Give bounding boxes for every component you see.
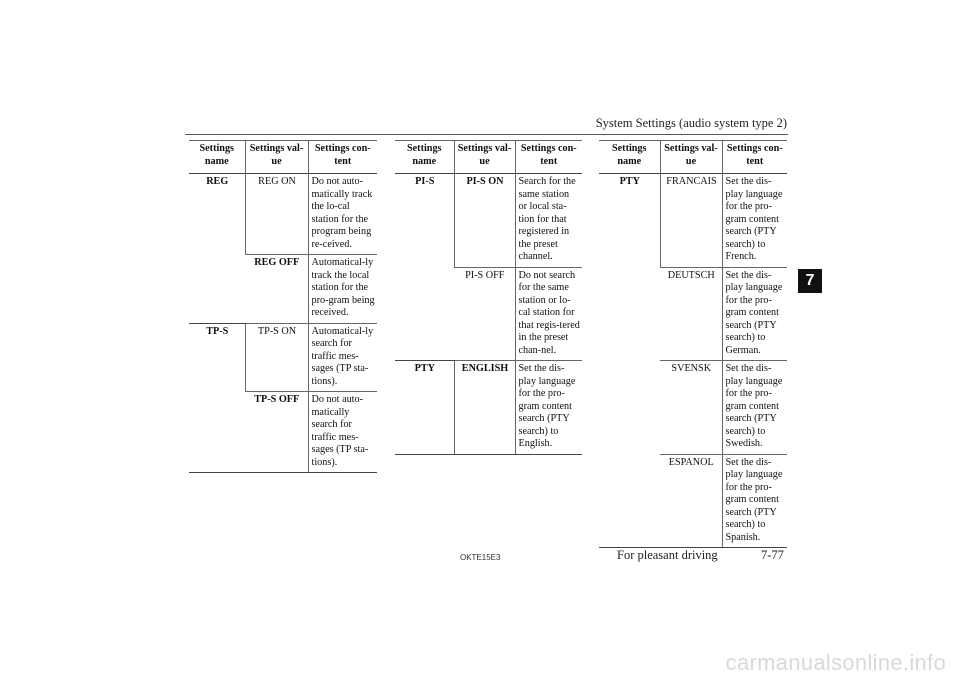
page-number: 7-77 [761,548,784,562]
header-rule [185,134,788,135]
setting-value-cell: PI-S OFF [465,269,505,281]
table-row [189,323,377,392]
setting-name-cell: REG [189,174,245,324]
setting-value-cell: PI-S ON [454,174,515,268]
setting-value-cell: DEUTSCH [667,269,715,281]
column-header-content: Settings con-tent [722,141,787,174]
setting-value-cell: REG ON [245,174,308,255]
column-header-name: Settings name [599,141,660,174]
setting-content-cell: Set the dis-play language for the pro-gram content search (PTY search) to English. [515,361,582,455]
column-header-value: Settings val-ue [454,141,515,174]
column-header-value: Settings val-ue [660,141,722,174]
setting-value-cell: ESPANOL [660,454,722,548]
setting-value-cell: REG OFF [254,257,300,268]
table-row [395,361,582,455]
setting-value-cell: TP-S ON [245,323,308,392]
table-row [395,174,582,268]
column-header-content: Settings con-tent [308,141,377,174]
setting-name-cell: TP-S [189,323,245,473]
table-row [189,174,377,255]
setting-name-cell: PTY [599,174,660,548]
column-header-name: Settings name [395,141,454,174]
setting-content-cell: Automatical-ly track the local station for the pro-gram being received. [308,255,377,324]
page-header-title: System Settings (audio system type 2) [595,116,787,130]
setting-content-cell: Search for the same station or local sta-tion for that registered in the preset channel. [515,174,582,268]
setting-name-cell: PTY [395,361,454,455]
setting-content-cell: Set the dis-play language for the pro-gram content search (PTY search) to Swedish. [722,361,787,455]
watermark-text: carmanualsonline.info [725,650,946,675]
document-code: OKTE15E3 [460,553,501,562]
setting-value-cell: ENGLISH [454,361,515,455]
setting-value-cell: SVENSK [671,363,712,374]
settings-table-3 [599,140,787,548]
setting-value-cell: FRANCAIS [660,174,722,268]
setting-content-cell: Set the dis-play language for the pro-gram content search (PTY search) to German. [722,267,787,361]
table-row [599,174,787,268]
setting-content-cell: Do not auto-matically search for traffic mes-sages (TP sta-tions). [308,392,377,473]
setting-content-cell: Automatical-ly search for traffic mes-sages (TP sta-tions). [308,323,377,392]
setting-content-cell: Set the dis-play language for the pro-gram content search (PTY search) to French. [722,174,787,268]
settings-table-1 [189,140,377,473]
settings-table-2 [395,140,582,455]
setting-content-cell: Do not search for the same station or lo-cal station for that regis-tered in the preset chan-nel. [515,267,582,361]
setting-content-cell: Do not auto-matically track the lo-cal station for the program being re-ceived. [308,174,377,255]
setting-name-cell: PI-S [395,174,454,361]
setting-value-cell: TP-S OFF [245,392,308,473]
setting-content-cell: Set the dis-play language for the pro-gram content search (PTY search) to Spanish. [722,454,787,548]
column-header-value: Settings val-ue [245,141,308,174]
chapter-tab: 7 [798,269,822,293]
column-header-content: Settings con-tent [515,141,582,174]
footer-section-title: For pleasant driving [617,548,718,562]
column-header-name: Settings name [189,141,245,174]
